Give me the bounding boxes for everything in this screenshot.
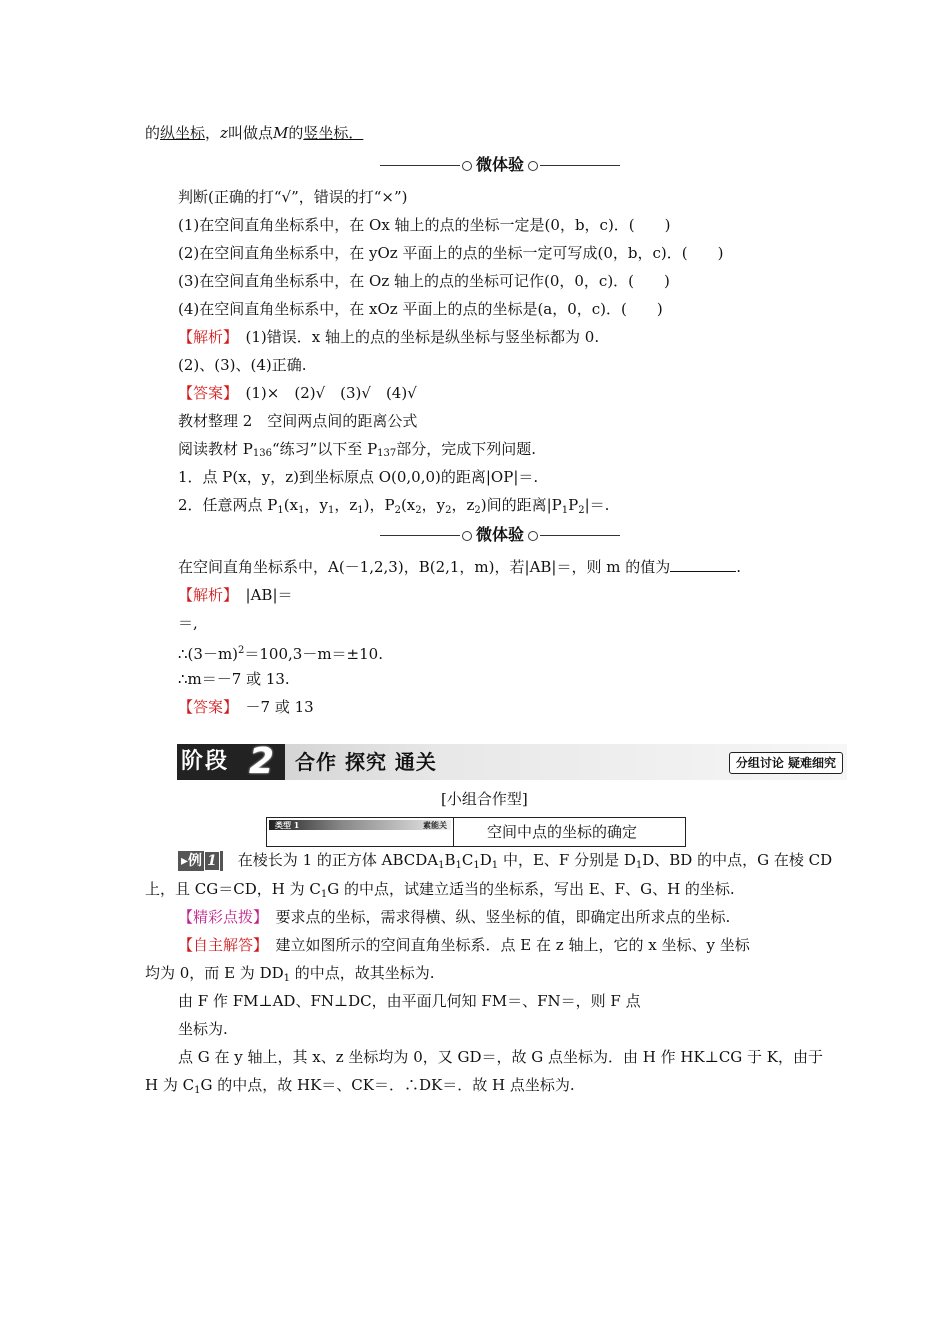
analysis-line-3 — [178, 585, 293, 605]
page-sub: 137 — [377, 448, 397, 459]
text: 的中点，故其坐标为. — [290, 964, 435, 982]
formula-item-2 — [178, 495, 609, 521]
exercise-2 — [178, 557, 741, 577]
text: 中，E、F 分别是 D — [498, 851, 636, 869]
divider-micro-experience-1 — [380, 155, 620, 175]
answer-blank[interactable] — [670, 557, 736, 572]
divider-title: 微体验 — [476, 155, 525, 174]
solution-line-2 — [145, 963, 435, 989]
formula-item-1: 1．点 P(x，y，z)到坐标原点 O(0,0,0)的距离|OP|＝. — [178, 468, 539, 486]
text: “练习”以下至 P — [271, 440, 378, 458]
subscript: 1 — [357, 505, 364, 516]
text: D — [479, 851, 492, 869]
analysis-text: |AB|＝ — [245, 586, 293, 604]
subscript: 1 — [455, 860, 462, 871]
text: P — [568, 496, 579, 514]
subscript: 1 — [283, 973, 290, 984]
answer-text: (1)× (2)√ (3)√ (4)√ — [245, 384, 417, 402]
text: ，y — [421, 496, 446, 514]
text: . — [736, 558, 742, 576]
text: 的 — [145, 124, 161, 142]
text: )间的距离|P — [480, 496, 562, 514]
subscript: 1 — [277, 505, 284, 516]
text: )，P — [363, 496, 395, 514]
answer-text: －7 或 13 — [245, 698, 314, 716]
hint-line — [178, 907, 730, 927]
subscript: 1 — [491, 860, 499, 871]
group-type-heading: [小组合作型] — [441, 790, 528, 808]
subscript: 2 — [415, 505, 422, 516]
solution-line-3: 由 F 作 FM⊥AD、FN⊥DC，由平面几何知 FM＝、FN＝，则 F 点 — [178, 992, 641, 1010]
type-table-title: 空间中点的坐标的确定 — [487, 823, 638, 841]
text: 阅读教材 P — [178, 440, 253, 458]
divider-micro-experience-2 — [380, 525, 620, 545]
solution-label: 【自主解答】 — [178, 936, 261, 954]
solution-text: 建立如图所示的空间直角坐标系．点 E 在 z 轴上，它的 x 坐标、y 坐标 — [275, 936, 750, 954]
type-label: 类型 1 — [275, 820, 300, 830]
answer-line-2 — [178, 697, 314, 717]
divider-dot-icon — [528, 161, 538, 171]
analysis-label: 【解析】 — [178, 586, 231, 604]
subscript: 1 — [320, 889, 328, 900]
example-tag: ▸例 1 — [178, 851, 223, 871]
text: ，z — [451, 496, 475, 514]
divider-bar — [540, 165, 620, 166]
text: H 为 C — [145, 1076, 195, 1094]
example-line-1 — [178, 850, 832, 876]
analysis-line-2: (2)、(3)、(4)正确. — [178, 356, 307, 374]
text: 叫做点 — [227, 124, 273, 142]
subscript: 1 — [635, 860, 643, 871]
var: z — [220, 124, 228, 142]
stage-label: 阶段 — [181, 749, 230, 774]
divider-bar — [380, 165, 460, 166]
text: 2．任意两点 P — [178, 496, 278, 514]
equation-3: ∴m＝－7 或 13. — [178, 670, 290, 688]
text: (x — [283, 496, 299, 514]
subscript: 1 — [561, 505, 569, 516]
term-underlined: 竖坐标． — [303, 124, 364, 142]
type-table — [266, 817, 686, 847]
text: G 的中点，试建立适当的坐标系，写出 E、F、G、H 的坐标. — [327, 880, 735, 898]
text: 在空间直角坐标系中，A(－1,2,3)，B(2,1，m)，若|AB|＝，则 m 的值为 — [178, 558, 671, 576]
banner-tag: 分组讨论 疑难细究 — [729, 752, 843, 774]
text: D、BD 的中点，G 在棱 CD — [642, 851, 833, 869]
answer-line-1 — [178, 383, 417, 403]
stage-number: 2 — [249, 741, 275, 782]
question-2: (2)在空间直角坐标系中，在 yOz 平面上的点的坐标一定可写成(0，b，c)．( ) — [178, 244, 724, 262]
divider-bar — [380, 535, 460, 536]
question-1: (1)在空间直角坐标系中，在 Ox 轴上的点的坐标一定是(0，b，c)．( ) — [178, 216, 671, 234]
text: 上，且 CG＝CD，H 为 C — [145, 880, 321, 898]
section-heading-2: 教材整理 2 空间两点间的距离公式 — [178, 412, 418, 430]
divider-dot-icon — [462, 531, 472, 541]
reading-instruction — [178, 439, 536, 464]
equation-2 — [178, 641, 383, 664]
text: |＝. — [584, 496, 610, 514]
text: ，y — [304, 496, 328, 514]
var: M — [272, 124, 289, 142]
analysis-label: 【解析】 — [178, 328, 231, 346]
solution-line-1 — [178, 935, 750, 955]
term-underlined: 纵坐标 — [160, 124, 206, 142]
analysis-text: (1)错误．x 轴上的点的坐标是纵坐标与竖坐标都为 0. — [245, 328, 600, 346]
text: 在棱长为 1 的正方体 ABCDA — [237, 851, 439, 869]
page-sub: 136 — [252, 448, 272, 459]
text: ＝100,3－m＝±10. — [244, 645, 383, 663]
stage-block — [177, 741, 285, 782]
banner-title: 合作 探究 通关 — [295, 750, 437, 774]
divider-dot-icon — [528, 531, 538, 541]
subscript: 1 — [473, 860, 480, 871]
example-line-2 — [145, 879, 735, 905]
example-label: 例 — [188, 853, 203, 869]
text: ，z — [334, 496, 358, 514]
hint-text: 要求点的坐标，需求得横、纵、竖坐标的值，即确定出所求点的坐标. — [275, 908, 731, 926]
subscript: 2 — [578, 505, 585, 516]
subscript: 2 — [394, 505, 401, 516]
type-sublabel: 素能关 — [423, 820, 447, 830]
subscript: 1 — [327, 505, 335, 516]
text-line — [145, 123, 363, 143]
answer-label: 【答案】 — [178, 384, 231, 402]
equation-1: ＝, — [178, 614, 198, 632]
subscript: 2 — [474, 505, 481, 516]
text: (x — [400, 496, 416, 514]
text: 的 — [288, 124, 304, 142]
text: 均为 0，而 E 为 DD — [145, 964, 284, 982]
divider-title: 微体验 — [476, 525, 525, 544]
divider-bar — [540, 535, 620, 536]
superscript: 2 — [238, 645, 245, 656]
subscript: 1 — [438, 860, 445, 871]
type-table-left — [267, 818, 454, 846]
text: ∴(3－m) — [178, 645, 239, 663]
example-number: 1 — [204, 851, 220, 871]
solution-line-6 — [145, 1075, 575, 1101]
text: C — [461, 851, 474, 869]
subscript: 2 — [445, 505, 452, 516]
subscript: 1 — [194, 1085, 201, 1096]
hint-label: 【精彩点拨】 — [178, 908, 261, 926]
divider-dot-icon — [462, 161, 472, 171]
solution-line-4: 坐标为. — [178, 1020, 228, 1038]
text: B — [444, 851, 456, 869]
solution-line-5: 点 G 在 y 轴上，其 x、z 坐标均为 0，又 GD＝，故 G 点坐标为．由 H 作 HK⊥CG 于 K，由于 — [178, 1048, 824, 1066]
answer-label: 【答案】 — [178, 698, 231, 716]
stage-banner — [177, 741, 847, 782]
question-4: (4)在空间直角坐标系中，在 xOz 平面上的点的坐标是(a，0，c)．( ) — [178, 300, 663, 318]
judge-intro: 判断(正确的打“√”，错误的打“×”) — [178, 188, 408, 206]
text: 部分，完成下列问题. — [396, 440, 537, 458]
analysis-line-1 — [178, 327, 599, 347]
question-3: (3)在空间直角坐标系中，在 Oz 轴上的点的坐标可记作(0，0，c)．( ) — [178, 272, 670, 290]
text: ， — [205, 124, 221, 142]
text: G 的中点，故 HK＝、CK＝．∴DK＝．故 H 点坐标为. — [200, 1076, 575, 1094]
subscript: 1 — [298, 505, 305, 516]
